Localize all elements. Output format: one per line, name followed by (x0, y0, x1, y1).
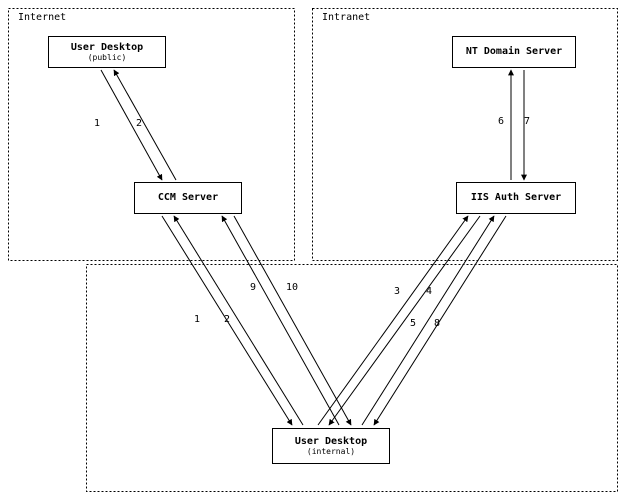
edge-label-2-internal: 2 (224, 314, 231, 325)
edge-internal-desktop-to-ccm-9 (222, 216, 339, 425)
edge-internal-desktop-to-iis-3 (318, 216, 468, 425)
node-user-desktop-internal[interactable] (272, 428, 390, 464)
node-user-desktop-public[interactable] (48, 36, 166, 68)
edge-ccm-to-internal-desktop-10 (234, 216, 351, 425)
node-subtitle: (public) (87, 53, 127, 63)
node-iis-auth-server[interactable] (456, 182, 576, 214)
edge-label-6: 6 (498, 116, 505, 127)
node-title: NT Domain Server (465, 46, 563, 58)
node-title: CCM Server (157, 192, 219, 204)
edge-public-desktop-to-ccm (101, 70, 162, 180)
edge-label-1-internal: 1 (194, 314, 201, 325)
edge-label-4: 4 (426, 286, 433, 297)
edge-label-7: 7 (524, 116, 531, 127)
internet-zone-label: Internet (18, 12, 67, 23)
edge-label-1-internet: 1 (94, 118, 101, 129)
edge-label-8: 8 (434, 318, 441, 329)
edge-label-10: 10 (286, 282, 299, 293)
edge-label-2-internet: 2 (136, 118, 143, 129)
node-title: User Desktop (294, 435, 368, 447)
edge-ccm-to-public-desktop (114, 70, 176, 180)
node-title: User Desktop (70, 41, 144, 53)
edge-iis-to-internal-desktop-4 (329, 216, 480, 425)
edge-label-3: 3 (394, 286, 401, 297)
edge-internal-desktop-to-iis-5 (362, 216, 494, 425)
node-subtitle: (internal) (306, 447, 356, 457)
edge-label-9: 9 (250, 282, 257, 293)
node-nt-domain-server[interactable] (452, 36, 576, 68)
node-title: IIS Auth Server (470, 192, 562, 204)
edge-label-5: 5 (410, 318, 417, 329)
intranet-zone-label: Intranet (322, 12, 371, 23)
node-ccm-server[interactable] (134, 182, 242, 214)
